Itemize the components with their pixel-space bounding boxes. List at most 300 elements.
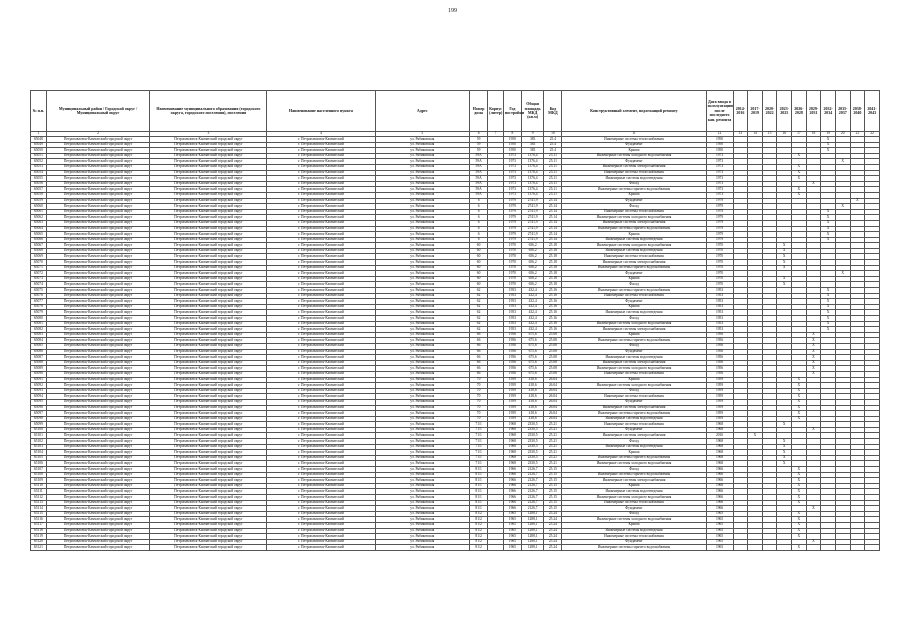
- table-cell: 1950: [503, 142, 521, 148]
- table-cell: 1959: [503, 388, 521, 394]
- table-cell: Петропавловск-Камчатский городской округ: [150, 511, 267, 517]
- table-cell: 1979: [706, 237, 733, 243]
- table-cell: ул. Рябиковская: [375, 511, 470, 517]
- table-cell: Петропавловск-Камчатский городской округ: [150, 450, 267, 456]
- table-cell: 1288,1: [521, 522, 544, 528]
- table-cell: 65107: [31, 467, 47, 473]
- table-cell: 1973: [503, 170, 521, 176]
- table-cell: г. Петропавловск-Камчатский: [267, 254, 375, 260]
- table-cell: ул. Рябиковская: [375, 137, 470, 143]
- table-cell: 60: [470, 254, 488, 260]
- table-cell: X: [792, 153, 807, 159]
- table-cell: ул. Рябиковская: [375, 405, 470, 411]
- table-cell: Петропавловск-Камчатский городской округ: [150, 293, 267, 299]
- table-cell: 81/2: [470, 539, 488, 545]
- table-cell: 65058: [31, 192, 47, 198]
- table-cell: ул. Рябиковская: [375, 176, 470, 182]
- table-cell: Петропавловск-Камчатский городской округ: [150, 489, 267, 495]
- table-cell: Петропавловск-Камчатский городской округ: [150, 254, 267, 260]
- table-cell: X: [777, 422, 792, 428]
- table-cell: Петропавловск-Камчатский городской округ: [150, 338, 267, 344]
- table-cell: г. Петропавловск-Камчатский: [267, 321, 375, 327]
- table-cell: 2330,5: [521, 427, 544, 433]
- table-cell: 1953: [706, 304, 733, 310]
- table-cell: Петропавловск-Камчатский городской округ: [150, 483, 267, 489]
- table-cell: X: [792, 399, 807, 405]
- table-cell: X: [792, 545, 807, 551]
- table-cell: Инженерные системы горячего водоснабжения: [562, 338, 706, 344]
- table-cell: X: [792, 478, 807, 484]
- table-cell: 60: [470, 260, 488, 266]
- table-cell: Петропавловск-Камчатский городской округ: [46, 405, 150, 411]
- table-cell: Петропавловск-Камчатский городской округ: [150, 192, 267, 198]
- column-number: 14: [748, 132, 763, 137]
- table-cell: 81/1: [470, 500, 488, 506]
- table-cell: Петропавловск-Камчатский городской округ: [150, 371, 267, 377]
- table-cell: X: [806, 506, 821, 512]
- table-cell: 2126,7: [521, 483, 544, 489]
- table-cell: 1376,4: [521, 176, 544, 182]
- table-cell: X: [792, 467, 807, 473]
- table-cell: 65090: [31, 371, 47, 377]
- table-cell: 65067: [31, 243, 47, 249]
- table-cell: 59А: [470, 170, 488, 176]
- table-cell: X: [821, 310, 836, 316]
- table-cell: 71/1: [470, 444, 488, 450]
- table-cell: 25.15: [544, 467, 562, 473]
- table-cell: 1956: [706, 349, 733, 355]
- table-cell: 1979: [706, 215, 733, 221]
- table-cell: Крыша: [562, 192, 706, 198]
- table-cell: Петропавловск-Камчатский городской округ: [150, 310, 267, 316]
- table-cell: Петропавловск-Камчатский городской округ: [46, 137, 150, 143]
- table-cell: ул. Рябиковская: [375, 478, 470, 484]
- table-cell: 1973: [503, 164, 521, 170]
- table-cell: X: [806, 360, 821, 366]
- table-cell: 25.24: [544, 511, 562, 517]
- table-cell: Фасад: [562, 282, 706, 288]
- column-header: Муниципальный район / Городской округ / Муниципальный округ: [46, 91, 150, 132]
- table-cell: Петропавловск-Камчатский городской округ: [46, 349, 150, 355]
- table-cell: X: [821, 209, 836, 215]
- capital-repair-table: [30, 90, 880, 551]
- table-cell: [821, 545, 836, 551]
- table-cell: 1968: [503, 455, 521, 461]
- table-cell: 65099: [31, 422, 47, 428]
- table-cell: ул. Рябиковская: [375, 271, 470, 277]
- table-cell: Петропавловск-Камчатский городской округ: [150, 545, 267, 551]
- table-cell: 66: [470, 360, 488, 366]
- table-cell: 25.4: [544, 148, 562, 154]
- table-cell: ул. Рябиковская: [375, 483, 470, 489]
- table-cell: 1376,4: [521, 170, 544, 176]
- table-cell: 1966: [503, 489, 521, 495]
- table-cell: 65081: [31, 321, 47, 327]
- table-cell: Фасад: [562, 316, 706, 322]
- table-cell: Петропавловск-Камчатский городской округ: [46, 360, 150, 366]
- table-cell: 432,4: [521, 310, 544, 316]
- table-cell: Петропавловск-Камчатский городской округ: [46, 260, 150, 266]
- table-cell: 2741,9: [521, 232, 544, 238]
- table-cell: 418,6: [521, 399, 544, 405]
- table-cell: Петропавловск-Камчатский городской округ: [46, 299, 150, 305]
- table-cell: 1973: [706, 176, 733, 182]
- table-cell: г. Петропавловск-Камчатский: [267, 265, 375, 271]
- table-cell: г. Петропавловск-Камчатский: [267, 472, 375, 478]
- table-cell: ул. Рябиковская: [375, 209, 470, 215]
- table-cell: 1979: [503, 204, 521, 210]
- table-cell: г. Петропавловск-Камчатский: [267, 383, 375, 389]
- table-cell: 2741,9: [521, 220, 544, 226]
- table-cell: 1953: [706, 316, 733, 322]
- table-cell: 65064: [31, 226, 47, 232]
- table-cell: X: [792, 394, 807, 400]
- table-cell: 81/2: [470, 522, 488, 528]
- column-number: 3: [150, 132, 267, 137]
- table-cell: Петропавловск-Камчатский городской округ: [150, 220, 267, 226]
- table-cell: г. Петропавловск-Камчатский: [267, 405, 375, 411]
- table-cell: 59А: [470, 187, 488, 193]
- table-cell: Инженерные системы водоотведения: [562, 489, 706, 495]
- table-cell: Инженерные системы горячего водоснабжения: [562, 545, 706, 551]
- table-cell: Крыша: [562, 232, 706, 238]
- table-body: [31, 137, 880, 551]
- table-cell: г. Петропавловск-Камчатский: [267, 461, 375, 467]
- table-cell: 6: [470, 237, 488, 243]
- table-cell: 59А: [470, 176, 488, 182]
- table-cell: 675,6: [521, 360, 544, 366]
- table-cell: 1979: [503, 237, 521, 243]
- table-cell: 66: [470, 343, 488, 349]
- table-cell: 65075: [31, 288, 47, 294]
- table-cell: ул. Рябиковская: [375, 534, 470, 540]
- table-cell: 2741,9: [521, 198, 544, 204]
- table-cell: 1956: [706, 338, 733, 344]
- column-header: Номер дома: [470, 91, 488, 132]
- table-cell: ул. Рябиковская: [375, 153, 470, 159]
- table-cell: 656,2: [521, 243, 544, 249]
- table-cell: 81/1: [470, 483, 488, 489]
- table-cell: 1965: [503, 517, 521, 523]
- table-cell: 1959: [706, 383, 733, 389]
- table-cell: Петропавловск-Камчатский городской округ: [46, 321, 150, 327]
- table-cell: 1956: [503, 332, 521, 338]
- table-cell: г. Петропавловск-Камчатский: [267, 276, 375, 282]
- table-cell: Петропавловск-Камчатский городской округ: [46, 220, 150, 226]
- column-header: 2041-2043: [865, 91, 880, 132]
- table-cell: Петропавловск-Камчатский городской округ: [150, 282, 267, 288]
- table-cell: 65112: [31, 495, 47, 501]
- table-cell: Петропавловск-Камчатский городской округ: [46, 288, 150, 294]
- table-cell: 25.08: [544, 371, 562, 377]
- table-cell: 65087: [31, 355, 47, 361]
- column-header: Конструктивный элемент, подлежащий ремонту: [562, 91, 706, 132]
- table-cell: 1953: [706, 310, 733, 316]
- column-header: 2035-2037: [835, 91, 850, 132]
- table-cell: г. Петропавловск-Камчатский: [267, 310, 375, 316]
- table-cell: ул. Рябиковская: [375, 388, 470, 394]
- table-cell: 1288,1: [521, 545, 544, 551]
- table-cell: Петропавловск-Камчатский городской округ: [46, 192, 150, 198]
- table-cell: 65056: [31, 181, 47, 187]
- table-cell: Фундамент: [562, 271, 706, 277]
- table-cell: ул. Рябиковская: [375, 198, 470, 204]
- table-cell: 1973: [706, 170, 733, 176]
- table-cell: X: [821, 316, 836, 322]
- table-cell: X: [806, 343, 821, 349]
- table-cell: 25.21: [544, 422, 562, 428]
- table-cell: 1970: [503, 276, 521, 282]
- table-cell: Петропавловск-Камчатский городской округ: [46, 159, 150, 165]
- table-cell: 675,6: [521, 371, 544, 377]
- table-cell: 62: [470, 327, 488, 333]
- table-cell: 25.21: [544, 444, 562, 450]
- table-cell: 2126,7: [521, 500, 544, 506]
- table-cell: Петропавловск-Камчатский городской округ: [46, 422, 150, 428]
- table-cell: Петропавловск-Камчатский городской округ: [46, 388, 150, 394]
- table-cell: 65100: [31, 427, 47, 433]
- table-cell: г. Петропавловск-Камчатский: [267, 534, 375, 540]
- table-cell: Петропавловск-Камчатский городской округ: [150, 260, 267, 266]
- column-header: 2032-2034: [821, 91, 836, 132]
- table-cell: 1965: [706, 545, 733, 551]
- table-cell: ул. Рябиковская: [375, 495, 470, 501]
- table-cell: 6: [470, 215, 488, 221]
- table-cell: 65101: [31, 433, 47, 439]
- table-cell: 2741,9: [521, 226, 544, 232]
- table-cell: 25.4: [544, 142, 562, 148]
- table-cell: 6: [470, 209, 488, 215]
- table-cell: 65109: [31, 478, 47, 484]
- table-cell: 25.18: [544, 276, 562, 282]
- table-cell: Инженерные системы электроснабжения: [562, 260, 706, 266]
- table-cell: 25.18: [544, 265, 562, 271]
- table-cell: X: [777, 276, 792, 282]
- table-cell: 65114: [31, 506, 47, 512]
- table-cell: 6: [470, 232, 488, 238]
- table-cell: г. Петропавловск-Камчатский: [267, 293, 375, 299]
- table-cell: Петропавловск-Камчатский городской округ: [150, 159, 267, 165]
- table-cell: ул. Рябиковская: [375, 226, 470, 232]
- column-header: Наименование населенного пункта: [267, 91, 375, 132]
- table-cell: X: [777, 265, 792, 271]
- table-cell: Петропавловск-Камчатский городской округ: [46, 399, 150, 405]
- table-cell: 65118: [31, 528, 47, 534]
- table-cell: г. Петропавловск-Камчатский: [267, 159, 375, 165]
- table-cell: 432,4: [521, 316, 544, 322]
- table-cell: ул. Рябиковская: [375, 215, 470, 221]
- table-cell: г. Петропавловск-Камчатский: [267, 355, 375, 361]
- table-cell: 62: [470, 299, 488, 305]
- table-cell: Петропавловск-Камчатский городской округ: [150, 439, 267, 445]
- table-cell: Петропавловск-Камчатский городской округ: [150, 506, 267, 512]
- table-cell: Инженерные системы водоотведения: [562, 444, 706, 450]
- table-cell: Петропавловск-Камчатский городской округ: [150, 137, 267, 143]
- table-cell: Петропавловск-Камчатский городской округ: [150, 164, 267, 170]
- table-cell: 1965: [503, 528, 521, 534]
- table-cell: 656,2: [521, 265, 544, 271]
- table-cell: 2741,9: [521, 204, 544, 210]
- table-cell: г. Петропавловск-Камчатский: [267, 545, 375, 551]
- table-cell: 1953: [503, 310, 521, 316]
- table-cell: 1968: [706, 427, 733, 433]
- table-cell: Петропавловск-Камчатский городской округ: [46, 237, 150, 243]
- table-cell: Крыша: [562, 450, 706, 456]
- table-cell: Петропавловск-Камчатский городской округ: [46, 522, 150, 528]
- table-cell: г. Петропавловск-Камчатский: [267, 377, 375, 383]
- table-cell: ул. Рябиковская: [375, 377, 470, 383]
- table-cell: 65059: [31, 198, 47, 204]
- table-cell: Петропавловск-Камчатский городской округ: [150, 522, 267, 528]
- table-cell: 60: [470, 265, 488, 271]
- table-cell: г. Петропавловск-Камчатский: [267, 422, 375, 428]
- table-cell: X: [806, 539, 821, 545]
- table-cell: 656,2: [521, 254, 544, 260]
- table-cell: ул. Рябиковская: [375, 360, 470, 366]
- table-cell: 1970: [503, 260, 521, 266]
- table-cell: 1970: [706, 260, 733, 266]
- table-cell: Крыша: [562, 522, 706, 528]
- table-cell: X: [777, 439, 792, 445]
- column-header: № п.п.: [31, 91, 47, 132]
- table-cell: 65073: [31, 276, 47, 282]
- table-cell: 59А: [470, 192, 488, 198]
- table-cell: 1973: [503, 187, 521, 193]
- table-cell: Петропавловск-Камчатский городской округ: [150, 148, 267, 154]
- table-cell: ул. Рябиковская: [375, 142, 470, 148]
- table-cell: Петропавловск-Камчатский городской округ: [46, 142, 150, 148]
- table-cell: 25.18: [544, 260, 562, 266]
- table-cell: ул. Рябиковская: [375, 288, 470, 294]
- table-cell: Инженерные системы водоотведения: [562, 416, 706, 422]
- table-cell: 432,4: [521, 288, 544, 294]
- table-cell: 2126,7: [521, 495, 544, 501]
- table-cell: г. Петропавловск-Камчатский: [267, 316, 375, 322]
- table-cell: 2126,7: [521, 472, 544, 478]
- table-cell: 1959: [503, 383, 521, 389]
- table-cell: X: [850, 198, 865, 204]
- table-cell: 66: [470, 355, 488, 361]
- table-cell: 26.04: [544, 416, 562, 422]
- table-cell: ул. Рябиковская: [375, 327, 470, 333]
- table-cell: 1965: [706, 534, 733, 540]
- table-cell: 25.14: [544, 232, 562, 238]
- table-cell: 65084: [31, 338, 47, 344]
- table-cell: 1966: [706, 478, 733, 484]
- table-cell: Петропавловск-Камчатский городской округ: [46, 444, 150, 450]
- table-cell: Инженерные системы теплоснабжения: [562, 534, 706, 540]
- table-cell: Петропавловск-Камчатский городской округ: [46, 355, 150, 361]
- table-cell: г. Петропавловск-Камчатский: [267, 148, 375, 154]
- table-cell: г. Петропавловск-Камчатский: [267, 327, 375, 333]
- table-cell: 25.21: [544, 450, 562, 456]
- table-cell: X: [806, 338, 821, 344]
- table-cell: 1979: [503, 215, 521, 221]
- table-cell: г. Петропавловск-Камчатский: [267, 288, 375, 294]
- table-cell: 25.14: [544, 198, 562, 204]
- table-cell: 6: [470, 198, 488, 204]
- table-cell: 71/1: [470, 461, 488, 467]
- table-cell: Петропавловск-Камчатский городской округ: [46, 248, 150, 254]
- table-cell: X: [777, 282, 792, 288]
- table-cell: Петропавловск-Камчатский городской округ: [46, 539, 150, 545]
- table-cell: X: [792, 187, 807, 193]
- table-cell: 25.18: [544, 254, 562, 260]
- table-cell: Петропавловск-Камчатский городской округ: [150, 198, 267, 204]
- table-cell: ул. Рябиковская: [375, 433, 470, 439]
- table-cell: 26.04: [544, 405, 562, 411]
- table-cell: 2741,9: [521, 237, 544, 243]
- table-cell: 60: [470, 248, 488, 254]
- table-cell: ул. Рябиковская: [375, 338, 470, 344]
- table-cell: 26.04: [544, 388, 562, 394]
- table-cell: Инженерные системы холодного водоснабжения: [562, 461, 706, 467]
- table-cell: ул. Рябиковская: [375, 467, 470, 473]
- table-cell: г. Петропавловск-Камчатский: [267, 450, 375, 456]
- table-cell: г. Петропавловск-Камчатский: [267, 181, 375, 187]
- table-cell: 1970: [706, 271, 733, 277]
- column-header: Наименование муниципального образования (городского округа, городского поселения), поселения: [150, 91, 267, 132]
- table-cell: ул. Рябиковская: [375, 450, 470, 456]
- column-number: 4: [267, 132, 375, 137]
- table-cell: X: [792, 388, 807, 394]
- table-cell: Петропавловск-Камчатский городской округ: [46, 416, 150, 422]
- table-cell: 25.21: [544, 433, 562, 439]
- table-cell: Петропавловск-Камчатский городской округ: [46, 181, 150, 187]
- table-cell: ул. Рябиковская: [375, 461, 470, 467]
- column-number: 18: [806, 132, 821, 137]
- table-cell: ул. Рябиковская: [375, 260, 470, 266]
- table-cell: ул. Рябиковская: [375, 181, 470, 187]
- table-cell: 1979: [706, 198, 733, 204]
- table-cell: 432,4: [521, 327, 544, 333]
- table-cell: г. Петропавловск-Камчатский: [267, 444, 375, 450]
- column-header: 2026-2028: [792, 91, 807, 132]
- table-cell: 59А: [470, 164, 488, 170]
- table-cell: 25.11: [544, 181, 562, 187]
- table-cell: Петропавловск-Камчатский городской округ: [46, 310, 150, 316]
- table-cell: 418,6: [521, 377, 544, 383]
- table-cell: 1956: [503, 338, 521, 344]
- table-cell: X: [806, 332, 821, 338]
- table-cell: X: [792, 411, 807, 417]
- table-cell: 25.14: [544, 209, 562, 215]
- table-cell: 675,6: [521, 338, 544, 344]
- table-cell: X: [806, 427, 821, 433]
- table-cell: ул. Рябиковская: [375, 316, 470, 322]
- table-cell: Инженерные системы холодного водоснабжения: [562, 321, 706, 327]
- table-cell: X: [821, 215, 836, 221]
- table-cell: 25.15: [544, 500, 562, 506]
- table-cell: 432,4: [521, 321, 544, 327]
- table-cell: 2330,5: [521, 455, 544, 461]
- table-cell: 25.4: [544, 137, 562, 143]
- table-cell: Петропавловск-Камчатский городской округ: [46, 427, 150, 433]
- table-cell: 2741,9: [521, 209, 544, 215]
- table-cell: 65055: [31, 176, 47, 182]
- table-cell: г. Петропавловск-Камчатский: [267, 517, 375, 523]
- table-cell: 1953: [503, 321, 521, 327]
- table-cell: 60: [470, 243, 488, 249]
- table-cell: 65092: [31, 383, 47, 389]
- table-cell: Петропавловск-Камчатский городской округ: [46, 411, 150, 417]
- table-cell: 1965: [503, 539, 521, 545]
- table-cell: 1288,1: [521, 517, 544, 523]
- table-cell: 25.16: [544, 288, 562, 294]
- table-cell: Инженерные системы холодного водоснабжения: [562, 366, 706, 372]
- table-cell: Инженерные системы водоотведения: [562, 355, 706, 361]
- table-cell: 25.15: [544, 489, 562, 495]
